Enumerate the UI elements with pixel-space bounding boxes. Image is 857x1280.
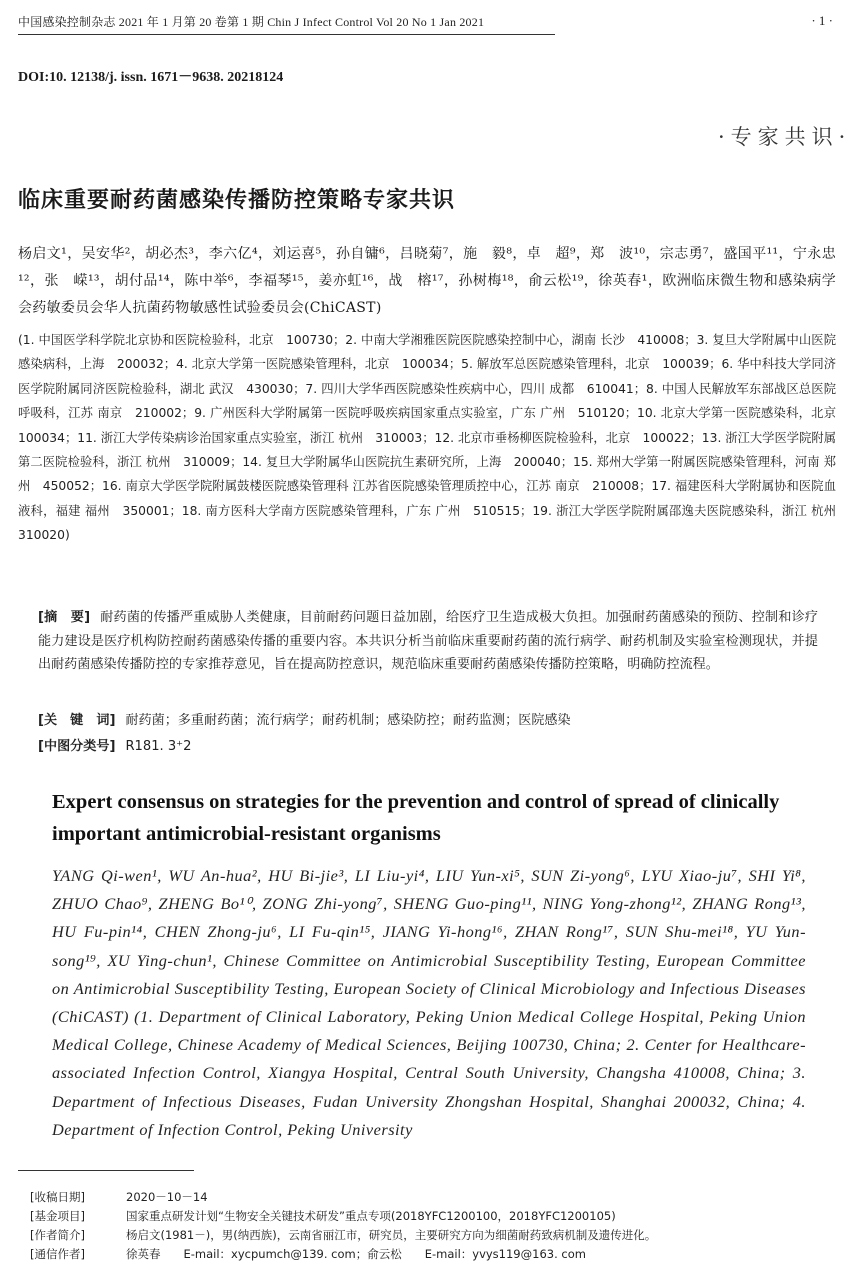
footnote-label: [作者简介] xyxy=(30,1228,85,1242)
abstract xyxy=(38,606,818,677)
keywords xyxy=(38,709,818,733)
footnote-corresponding xyxy=(30,1245,830,1263)
clc-label: [中图分类号] xyxy=(38,739,116,754)
clc-text: R181. 3⁺2 xyxy=(125,739,192,754)
column-label: ·专家共识· xyxy=(718,125,852,149)
page-number: · 1 · xyxy=(811,13,833,28)
running-head: 中国感染控制杂志 2021 年 1 月第 20 卷第 1 期 Chin J Infect Control Vol 20 No 1 Jan 2021 xyxy=(18,15,485,29)
header-rule xyxy=(18,34,555,35)
footnote-text: 杨启文(1981－)，男(纳西族)，云南省丽江市，研究员，主要研究方向为细菌耐药致病机制及遗传进化。 xyxy=(126,1228,657,1242)
clc-number xyxy=(38,735,818,759)
footnote-label: [基金项目] xyxy=(30,1209,85,1223)
footnote-label: [通信作者] xyxy=(30,1247,85,1261)
keywords-text: 耐药菌；多重耐药菌；流行病学；耐药机制；感染防控；耐药监测；医院感染 xyxy=(125,713,571,728)
footnote-text: 2020－10－14 xyxy=(126,1190,208,1204)
chinese-affiliations: (1. 中国医学科学院北京协和医院检验科，北京 100730；2. 中南大学湘雅医院医院感染控制中心，湖南 长沙 410008；3. 复旦大学附属中山医院感染病科，上海 200032；4. 北京大学第一医院感染管理科，北京 100034；5. 解放军总医院感染管理科，北京 100039；6. 华中科技大学同济医学院附属同济医院检验科，湖北 武汉 430030；7. 四川大学华西医院感染性疾病中心，四川 成都 610041；8. 中国人民解放军东部战区总医院呼吸科，江苏 南京 210002；9. 广州医科大学附属第一医院呼吸疾病国家重点实验室，广东 广州 510120；10. 北京大学第一医院感染科，北京 100034；11. 浙江大学传染病诊治国家重点实验室，浙江 杭州 310003；12. 北京市垂杨柳医院检验科，北京 100022；13. 浙江大学医学院附属第二医院检验科，浙江 杭州 310009；14. 复旦大学附属华山医院抗生素研究所，上海 200040；15. 郑州大学第一附属医院感染管理科，河南 郑州 450052；16. 南京大学医学院附属鼓楼医院感染管理科 江苏省医院感染管理质控中心，江苏 南京 210008；17. 福建医科大学附属协和医院血液科，福建 福州 350001；18. 南方医科大学南方医院感染管理科，广东 广州 510515；19. 浙江大学医学院附属邵逸夫医院感染科，浙江 杭州 310020) xyxy=(18,333,849,543)
abstract-label: [摘 要] xyxy=(38,610,91,625)
english-authors-affiliations: YANG Qi-wen¹, WU An-hua², HU Bi-jie³, LI Liu-yi⁴, LIU Yun-xi⁵, SUN Zi-yong⁶, LYU Xiao-ju⁷, SHI Yi⁸, ZHUO Chao⁹, ZHENG Bo¹⁰, ZONG Zhi-yong⁷, SHENG Guo-ping¹¹, NING Yong-zhong¹², ZHANG Rong¹³, HU Fu-pin¹⁴, CHEN Zhong-ju⁶, LI Fu-qin¹⁵, JIANG Yi-hong¹⁶, ZHAN Rong¹⁷, SUN Shu-mei¹⁸, YU Yun-song¹⁹, XU Ying-chun¹, Chinese Committee on Antimicrobial Susceptibility Testing, European Committee on Antimicrobial Susceptibility Testing, European Society of Clinical Microbiology and Infectious Diseases (ChiCAST) (1. Department of Clinical Laboratory, Peking Union Medical College Hospital, Peking Union Medical College, Chinese Academy of Medical Sciences, Beijing 100730, China; 2. Center for Healthcare-associated Infection Control, Xiangya Hospital, Central South University, Changsha 410008, China; 3. Department of Infectious Diseases, Fudan University Zhongshan Hospital, Shanghai 200032, China; 4. Department of Infection Control, Peking University xyxy=(52,866,806,1139)
doi[interactable]: DOI:10. 12138/j. issn. 1671－9638. 20218124 xyxy=(18,70,284,85)
footnote-text: 国家重点研发计划“生物安全关键技术研发”重点专项(2018YFC1200100，2018YFC1200105) xyxy=(126,1209,616,1223)
abstract-text: 耐药菌的传播严重威胁人类健康，目前耐药问题日益加剧，给医疗卫生造成极大负担。加强耐药菌感染的预防、控制和诊疗能力建设是医疗机构防控耐药菌感染传播的重要内容。本共识分析当前临床重要耐药菌的流行病学、耐药机制及实验室检测现状，并提出耐药菌感染传播防控的专家推荐意见，旨在提高防控意识，规范临床重要耐药菌感染传播防控策略，明确防控流程。 xyxy=(38,610,819,672)
footnote-rule xyxy=(18,1170,194,1171)
english-title: Expert consensus on strategies for the prevention and control of spread of clinically important antimicrobial-resistant organisms xyxy=(52,791,780,845)
footnote-text[interactable]: 徐英春 E-mail：xycpumch@139. com；俞云松 E-mail：yvys119@163. com xyxy=(126,1247,586,1261)
footnote-label: [收稿日期] xyxy=(30,1190,85,1204)
footnote-received xyxy=(30,1188,830,1206)
chinese-authors: 杨启文¹，吴安华²，胡必杰³，李六亿⁴，刘运喜⁵，孙自镛⁶，吕晓菊⁷，施 毅⁸，卓 超⁹，郑 波¹⁰，宗志勇⁷，盛国平¹¹，宁永忠¹²，张 嵘¹³，胡付品¹⁴，陈中举⁶，李福琴¹⁵，姜亦虹¹⁶，战 榕¹⁷，孙树梅¹⁸，俞云松¹⁹，徐英春¹，欧洲临床微生物和感染病学会药敏委员会华人抗菌药物敏感性试验委员会(ChiCAST) xyxy=(18,246,836,316)
keywords-label: [关 键 词] xyxy=(38,713,116,728)
chinese-title: 临床重要耐药菌感染传播防控策略专家共识 xyxy=(18,188,456,213)
footnote-funding xyxy=(30,1207,830,1225)
footnote-author-bio xyxy=(30,1226,830,1244)
